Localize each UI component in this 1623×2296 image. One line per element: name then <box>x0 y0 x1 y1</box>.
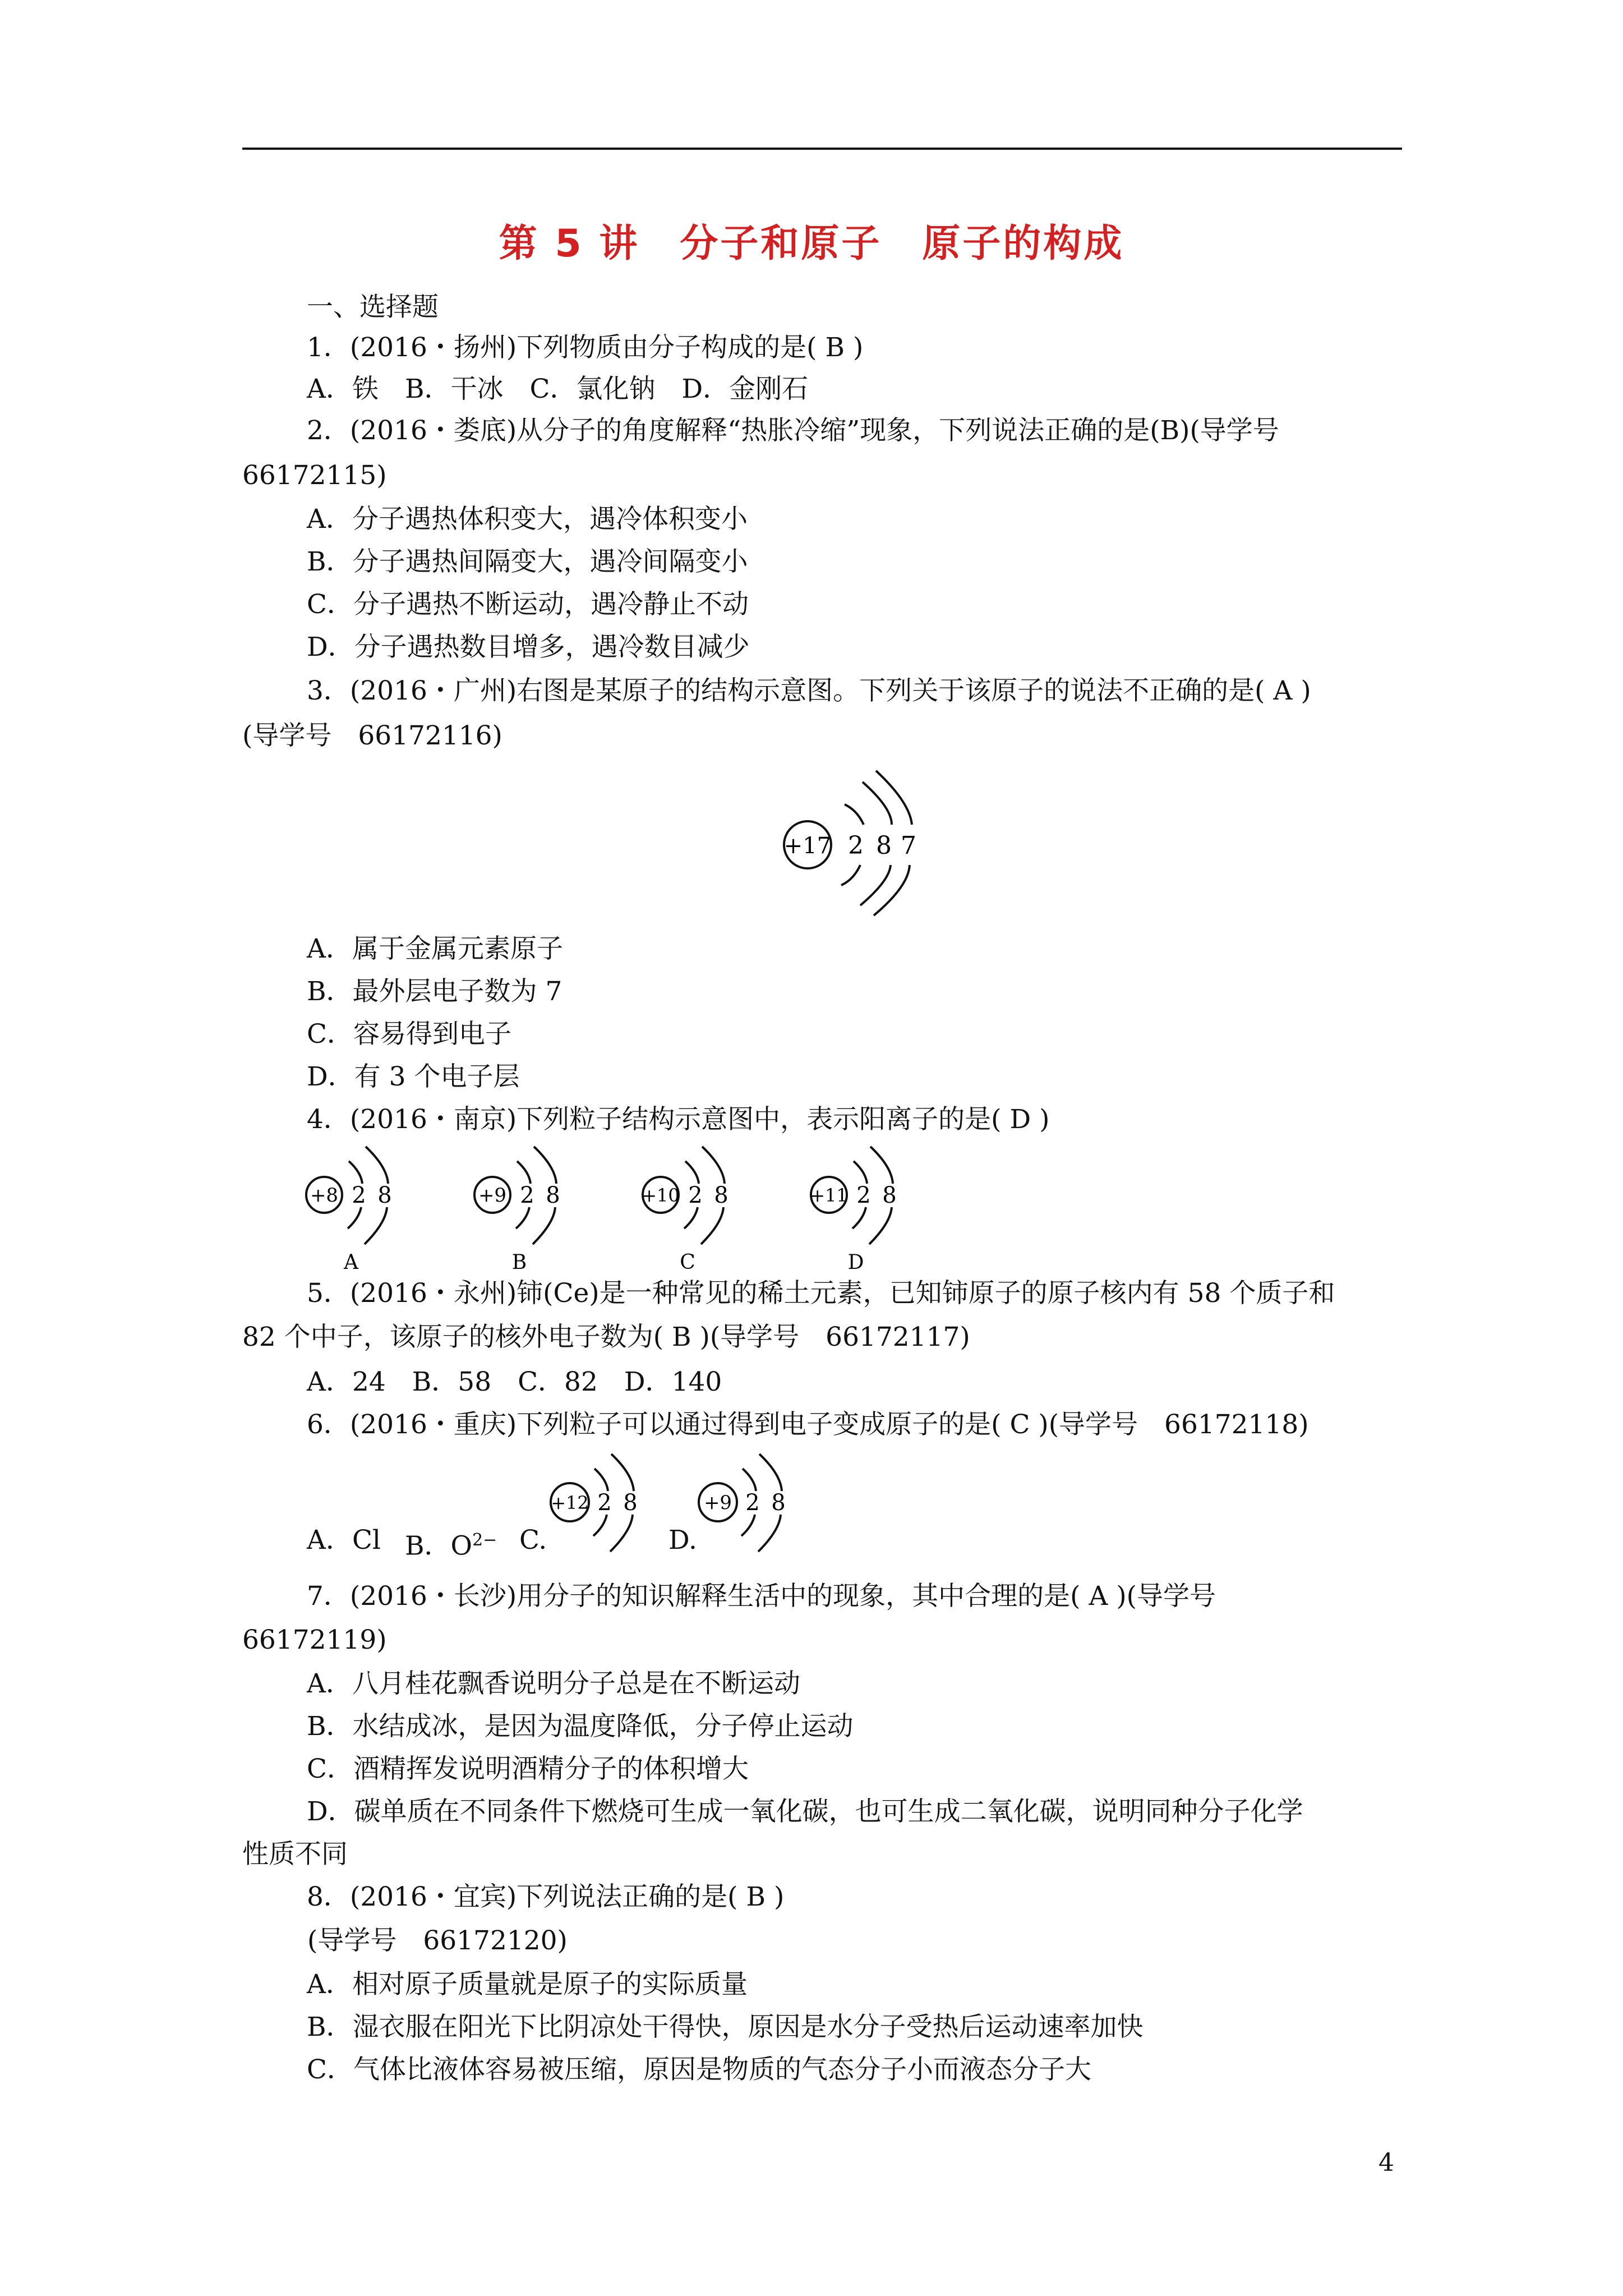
svg-text:8: 8 <box>882 1182 897 1208</box>
q3-stem: 3．(2016・广州)右图是某原子的结构示意图。下列关于该原子的说法不正确的是( A ) <box>307 675 1311 706</box>
q4-diagram-c <box>639 1144 740 1273</box>
q3-shell-1: 2 <box>848 831 864 860</box>
svg-text:2: 2 <box>597 1490 612 1516</box>
q3-option-a: A．属于金属元素原子 <box>307 933 563 964</box>
q4-label-c: C <box>680 1251 695 1274</box>
page-number: 4 <box>1378 2148 1394 2177</box>
q4-label-b: B <box>511 1251 527 1274</box>
header-rule <box>242 148 1402 150</box>
svg-text:8: 8 <box>377 1182 392 1208</box>
svg-text:+8: +8 <box>310 1184 339 1207</box>
q3-nucleus: +17 <box>783 833 832 859</box>
q5-stem-cont: 82 个中子，该原子的核外电子数为( B )(导学号 66172117) <box>242 1322 970 1352</box>
q6-option-a: A．Cl <box>307 1525 381 1556</box>
q7-option-d-cont: 性质不同 <box>242 1839 348 1870</box>
q3-option-c: C．容易得到电子 <box>307 1019 511 1050</box>
svg-text:2: 2 <box>688 1182 703 1208</box>
svg-text:2: 2 <box>352 1182 366 1208</box>
q6-option-c: C. <box>519 1525 547 1556</box>
section-heading: 一、选择题 <box>307 292 439 323</box>
q7-stem-cont: 66172119) <box>242 1625 387 1655</box>
q5-options: A．24 B．58 C．82 D．140 <box>307 1366 722 1397</box>
q2-stem-cont: 66172115) <box>242 460 387 491</box>
q2-option-b: B．分子遇热间隔变大，遇冷间隔变小 <box>307 546 748 577</box>
q1-options: A．铁 B．干冰 C．氯化钠 D．金刚石 <box>307 374 809 404</box>
q8-stem-cont: (导学号 66172120) <box>307 1925 568 1956</box>
q2-option-d: D．分子遇热数目增多，遇冷数目减少 <box>307 632 750 662</box>
q4-diagram-a <box>303 1144 404 1273</box>
q2-stem: 2．(2016・娄底)从分子的角度解释“热胀冷缩”现象，下列说法正确的是(B)(导学号 <box>307 415 1279 446</box>
q7-option-d: D．碳单质在不同条件下燃烧可生成一氧化碳，也可生成二氧化碳，说明同种分子化学 <box>307 1796 1303 1827</box>
q3-option-b: B．最外层电子数为 7 <box>307 976 562 1007</box>
page-title: 第 5 讲 分子和原子 原子的构成 <box>499 222 1124 266</box>
q7-option-a: A．八月桂花飘香说明分子总是在不断运动 <box>307 1668 800 1699</box>
svg-text:8: 8 <box>714 1182 728 1208</box>
q1-stem: 1．(2016・扬州)下列物质由分子构成的是( B ) <box>307 332 864 363</box>
q2-option-a: A．分子遇热体积变大，遇冷体积变小 <box>307 504 748 535</box>
svg-text:8: 8 <box>546 1182 560 1208</box>
svg-text:+12: +12 <box>551 1492 589 1513</box>
svg-text:8: 8 <box>771 1490 786 1516</box>
q7-option-c: C．酒精挥发说明酒精分子的体积增大 <box>307 1754 749 1784</box>
q8-stem: 8．(2016・宜宾)下列说法正确的是( B ) <box>307 1881 785 1912</box>
q4-label-d: D <box>847 1251 864 1274</box>
svg-text:2: 2 <box>745 1490 760 1516</box>
q7-stem: 7．(2016・长沙)用分子的知识解释生活中的现象，其中合理的是( A )(导学号 <box>307 1581 1216 1612</box>
q8-option-c: C．气体比液体容易被压缩，原因是物质的气态分子小而液态分子大 <box>307 2054 1091 2085</box>
q5-stem: 5．(2016・永州)铈(Ce)是一种常见的稀土元素，已知铈原子的原子核内有 58 个质子和 <box>307 1278 1335 1309</box>
svg-text:+11: +11 <box>810 1185 848 1206</box>
q4-label-a: A <box>344 1251 358 1274</box>
q3-option-d: D．有 3 个电子层 <box>307 1061 520 1092</box>
q3-atom-diagram <box>780 769 925 914</box>
svg-text:2: 2 <box>856 1182 871 1208</box>
q6-diagram-c <box>547 1453 648 1554</box>
svg-text:8: 8 <box>623 1490 638 1516</box>
q4-diagram-d <box>808 1144 909 1273</box>
q2-option-c: C．分子遇热不断运动，遇冷静止不动 <box>307 589 749 620</box>
q6-stem: 6．(2016・重庆)下列粒子可以通过得到电子变成原子的是( C )(导学号 66172118) <box>307 1409 1309 1440</box>
svg-text:+9: +9 <box>478 1184 507 1207</box>
q8-option-b: B．湿衣服在阳光下比阴凉处干得快，原因是水分子受热后运动速率加快 <box>307 2012 1144 2042</box>
q6-option-d: D. <box>668 1525 697 1556</box>
q7-option-b: B．水结成冰，是因为温度降低，分子停止运动 <box>307 1711 854 1742</box>
q6-option-b: B．$O^{2-}$ <box>405 1530 497 1562</box>
q3-shell-3: 7 <box>901 831 916 860</box>
q6-diagram-d <box>695 1453 796 1554</box>
svg-text:+10: +10 <box>642 1185 680 1206</box>
q8-option-a: A．相对原子质量就是原子的实际质量 <box>307 1969 748 2000</box>
q4-diagram-b <box>471 1144 572 1273</box>
svg-text:2: 2 <box>520 1182 534 1208</box>
q4-stem: 4．(2016・南京)下列粒子结构示意图中，表示阳离子的是( D ) <box>307 1104 1050 1135</box>
q6-option-b-charge: 2− <box>472 1530 497 1550</box>
svg-text:+9: +9 <box>703 1492 732 1514</box>
q3-shell-2: 8 <box>876 831 892 860</box>
q3-stem-cont: (导学号 66172116) <box>242 720 502 751</box>
